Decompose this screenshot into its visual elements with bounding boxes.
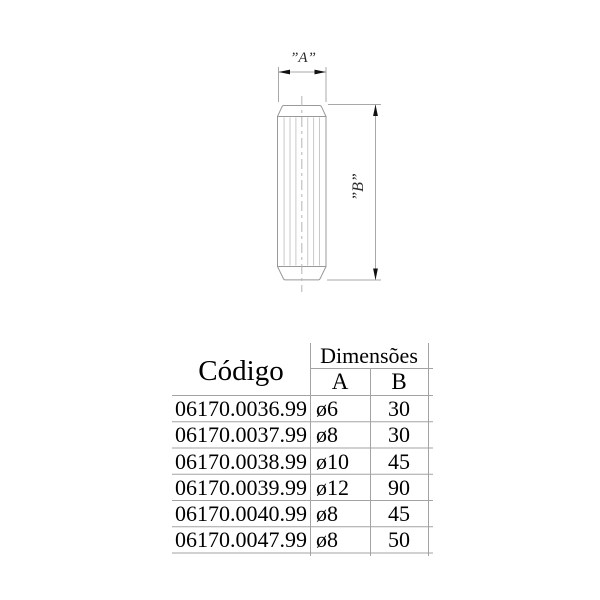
cell-code: 06170.0036.99 [175,395,307,421]
cell-dim-b: 90 [388,474,410,500]
cell-code: 06170.0047.99 [175,526,307,552]
cell-dim-a: ø10 [316,448,349,474]
cell-dim-b: 30 [388,421,410,447]
table-header-col-b: B [391,369,407,394]
cell-dim-b: 50 [388,526,410,552]
table-header-dimensoes: Dimensões [320,342,418,368]
table-header-col-a: A [331,369,349,394]
table-header-codigo: Código [198,354,284,387]
dim-a-left-arrowhead [279,70,291,75]
cell-code: 06170.0039.99 [175,474,307,500]
cell-code: 06170.0038.99 [175,448,307,474]
cell-dim-a: ø8 [316,421,338,447]
cell-code: 06170.0037.99 [175,421,307,447]
cell-dim-b: 45 [388,448,410,474]
cell-dim-a: ø8 [316,526,338,552]
cell-dim-a: ø12 [316,474,349,500]
cell-code: 06170.0040.99 [175,500,307,526]
cell-dim-b: 45 [388,500,410,526]
cell-dim-b: 30 [388,395,410,421]
cell-dim-a: ø8 [316,500,338,526]
dim-b-bottom-arrowhead [373,269,378,281]
cell-dim-a: ø6 [316,395,338,421]
dim-b-top-arrowhead [373,105,378,117]
dim-a-right-arrowhead [315,70,327,75]
dim-a-label: ”A” [290,49,316,66]
dim-b-label: ”B” [350,173,367,201]
